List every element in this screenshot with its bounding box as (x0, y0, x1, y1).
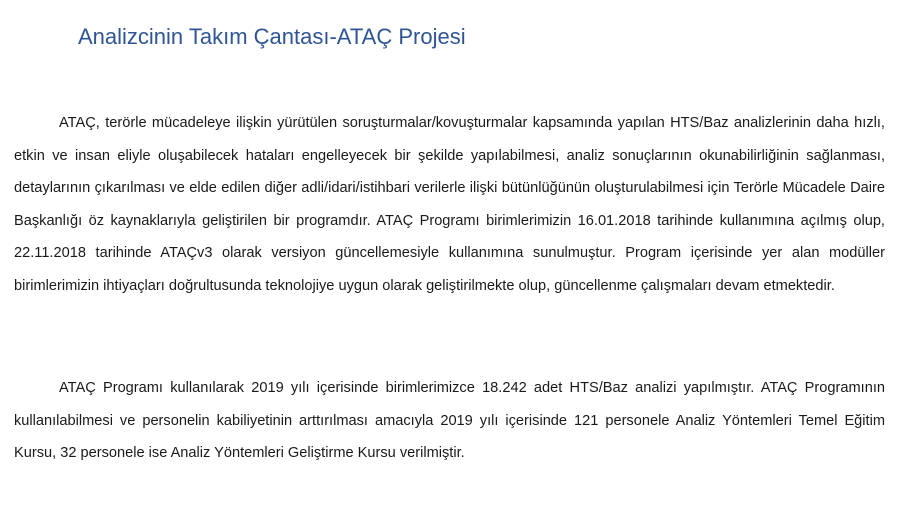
document-title: Analizcinin Takım Çantası-ATAÇ Projesi (78, 24, 466, 49)
paragraph-usage-statistics: ATAÇ Programı kullanılarak 2019 yılı içerisinde birimlerimizce 18.242 adet HTS/Baz analizi yapılmıştır. ATAÇ Programının kullanılabilmesi ve personelin kabiliyetinin arttırılması amacıyla 2019 yılı içerisinde 121 personele Analiz Yöntemleri Temel Eğitim Kursu, 32 personele ise Analiz Yöntemleri Geliştirme Kursu verilmiştir. (14, 380, 885, 462)
paragraph-project-description: ATAÇ, terörle mücadeleye ilişkin yürütülen soruşturmalar/kovuşturmalar kapsamında yapılan HTS/Baz analizlerinin daha hızlı, etkin ve insan eliyle oluşabilecek hataları engelleyecek bir şekilde yapılabilmesi, analiz sonuçlarının okunabilirliğinin sağlanması, detaylarının çıkarılması ve elde edilen diğer adli/idari/istihbari verilerle ilişki bütünlüğünün oluşturulabilmesi için Terörle Mücadele Daire Başkanlığı öz kaynaklarıyla geliştirilen bir programdır. ATAÇ Programı birimlerimizin 16.01.2018 tarihinde kullanımına açılmış olup, 22.11.2018 tarihinde ATAÇv3 olarak versiyon güncellemesiyle kullanımına sunulmuştur. Program içerisinde yer alan modüller birimlerimizin ihtiyaçları doğrultusunda teknolojiye uygun olarak geliştirilmekte olup, güncellenme çalışmaları devam etmektedir. (14, 115, 885, 294)
